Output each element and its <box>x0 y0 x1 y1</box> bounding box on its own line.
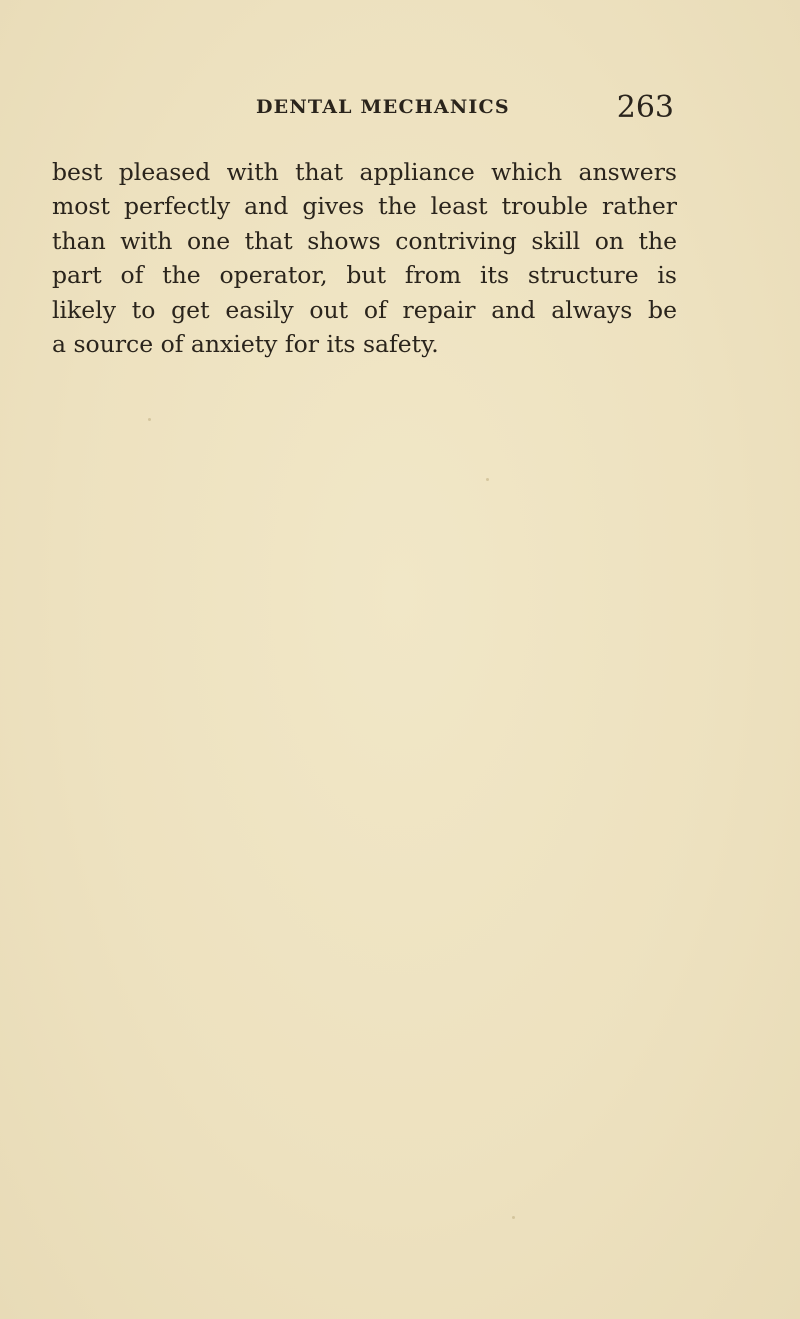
paper-speck <box>486 478 489 481</box>
text-line: most perfectly and gives the least trouble rather <box>52 192 677 221</box>
running-title: DENTAL MECHANICS <box>256 96 510 118</box>
text-line: a source of anxiety for its safety. <box>52 330 439 359</box>
paper-speck <box>512 1216 515 1219</box>
text-line: than with one that shows contriving skill on the <box>52 226 677 255</box>
running-head <box>52 90 674 130</box>
paper-speck <box>148 418 151 421</box>
paragraph <box>52 155 677 361</box>
page-number: 263 <box>616 90 674 125</box>
text-line: likely to get easily out of repair and always be <box>52 295 677 324</box>
text-line: best pleased with that appliance which answers <box>52 158 677 186</box>
text-line: part of the operator, but from its structure is <box>52 261 677 290</box>
